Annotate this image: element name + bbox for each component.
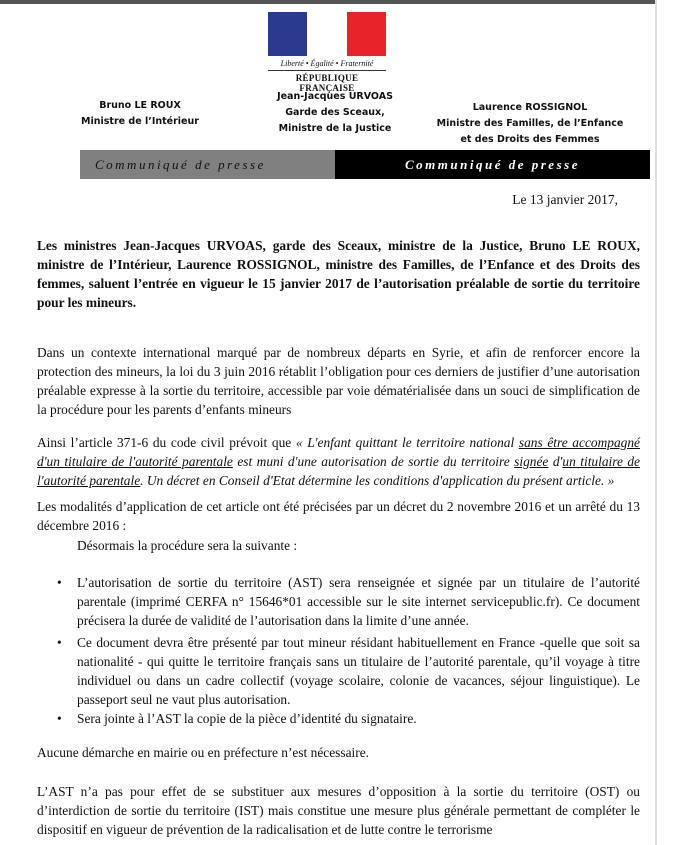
quote-text: . Un décret en Conseil d'Etat détermine les conditions d'application du présent article. » [140, 473, 615, 488]
minister-title: et des Droits des Femmes [460, 134, 600, 145]
banner-left: Communiqué de presse [80, 150, 335, 179]
date: Le 13 janvier 2017, [512, 192, 618, 207]
bullet-item [57, 633, 640, 709]
minister-name: Bruno LE ROUX [99, 100, 181, 111]
context-paragraph: Dans un contexte international marqué par de nombreux départs en Syrie, et afin de renforcer encore la protection des mineurs, la loi du 3 juin 2016 rétablit l’obligation pour ces derniers de justifier d’une autorisation préalable expresse à la sortie du territoire, accessible par voie dématérialisée dans un souci de simplification de la procédure pour les parents d’enfants mineurs [37, 345, 640, 417]
quote-underlined: signée [514, 454, 549, 469]
minister-title: Ministre de la Justice [278, 123, 392, 134]
minister-name: Laurence ROSSIGNOL [472, 102, 588, 113]
minister-title: Garde des Sceaux, [285, 107, 385, 118]
minister-families [430, 100, 630, 148]
banner-right: Communiqué de presse [335, 150, 650, 179]
minister-interior [60, 98, 220, 130]
article-lead: Ainsi l’article 371-6 du code civil prévoit que [37, 435, 296, 450]
quote-text: est muni d'une autorisation de sortie du territoire [232, 454, 515, 469]
intro-paragraph: Les ministres Jean-Jacques URVOAS, garde des Sceaux, ministre de la Justice, Bruno LE ROUX, ministre de l’Intérieur, Laurence ROSSIGNOL, ministre des Familles, de l’Enfance et des Droits des femmes, saluent l’entrée en vigueur le 15 janvier 2017 de l’autorisation préalable de sortie du territoire pour les mineurs. [37, 238, 640, 310]
marianne-flag-icon [268, 12, 386, 56]
bullet-item [57, 573, 640, 630]
bullet-text: Sera jointe à l’AST la copie de la pièce d’identité du signataire. [77, 711, 417, 726]
bullet-icon: • [57, 635, 62, 650]
minister-name: Jean-Jacques URVOAS [277, 91, 393, 102]
aucune-paragraph: Aucune démarche en mairie ou en préfecture n’est nécessaire. [37, 745, 369, 760]
conclusion-paragraph: L’AST n’a pas pour effet de se substituer aux mesures d’opposition à la sortie du territoire (OST) ou d’interdiction de sortie du territoire (IST) mais constitue une mesure plus générale permettant de compléter le dispositif en vigueur de prévention de la radicalisation et de lutte contre le terrorisme [37, 784, 640, 837]
page-edge [655, 0, 657, 845]
article-paragraph [37, 433, 640, 490]
quote-underlined: sans être accompagné d'un titulaire de l'autorité parentale [37, 435, 640, 469]
logo-name: RÉPUBLIQUE FRANÇAISE [295, 73, 359, 93]
minister-justice [250, 89, 420, 137]
procedure-intro: Désormais la procédure sera la suivante : [77, 538, 298, 553]
logo-motto: Liberté • Égalité • Fraternité [268, 59, 386, 71]
modalites-paragraph: Les modalités d’application de cet article ont été précisées par un décret du 2 novembre 2016 et un arrêté du 13 décembre 2016 : [37, 499, 640, 533]
bullet-text: Ce document devra être présenté par tout mineur résidant habituellement en France -quelle que soit sa nationalité - qui quitte le territoire français sans un titulaire de l’autorité parentale, qu’il voyage à titre individuel ou dans un cadre collectif (voyage scolaire, colonie de vacances, séjour linguistique). Le passeport seul ne vaut plus autorisation. [77, 635, 640, 707]
top-border [0, 0, 655, 4]
bullet-icon: • [57, 575, 62, 590]
quote-text: « L'enfant quittant le territoire national [295, 435, 519, 450]
bullet-text: L’autorisation de sortie du territoire (AST) sera renseignée et signée par un titulaire de l’autorité parentale (imprimé CERFA n° 15646*01 accessible sur le site internet servicepublic.fr). Ce document précisera la durée de validité de l’autorisation dans la limite d’une année. [77, 575, 640, 628]
bullet-item [57, 709, 640, 728]
quote-text: d' [548, 454, 563, 469]
minister-title: Ministre des Familles, de l’Enfance [436, 118, 624, 129]
republique-francaise-logo [268, 12, 386, 93]
minister-title: Ministre de l’Intérieur [81, 116, 199, 127]
quote-underlined: un titulaire de l'autorité parentale [37, 454, 640, 488]
bullet-icon: • [57, 711, 62, 726]
